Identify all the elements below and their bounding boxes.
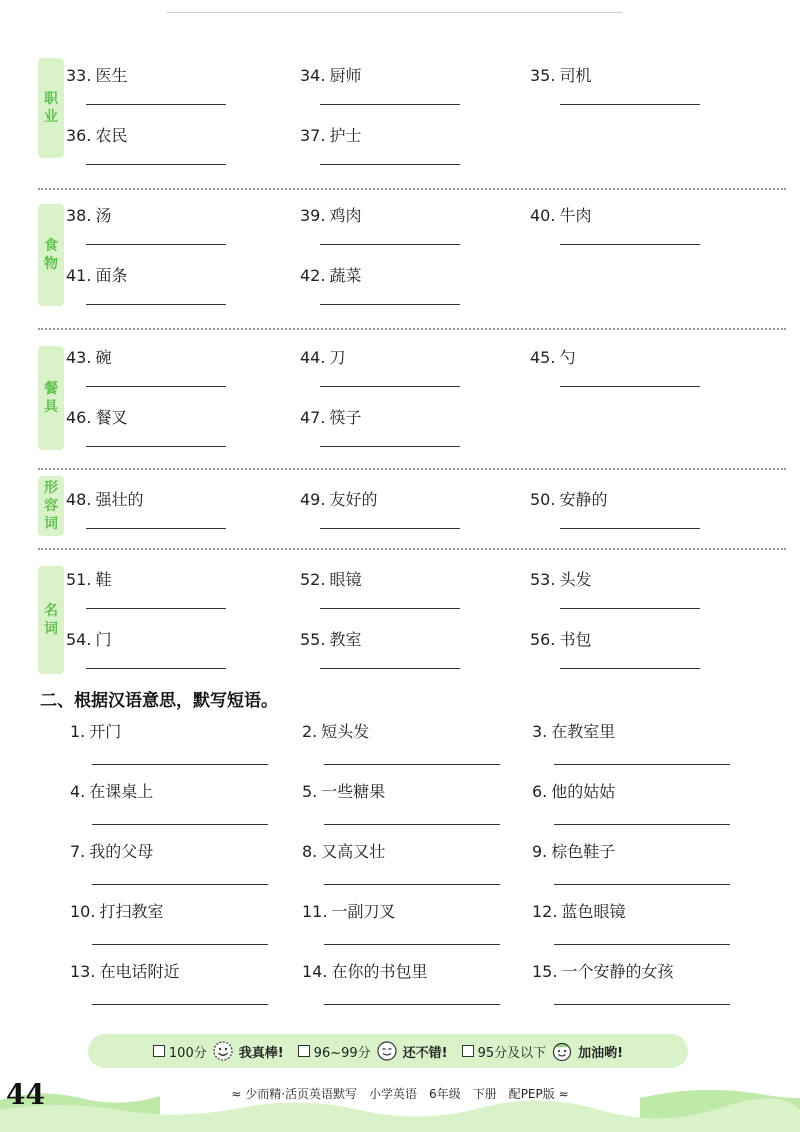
score-praise: 还不错!	[402, 1045, 448, 1061]
phrase-item	[532, 842, 762, 902]
vocab-item-number: 49.	[300, 490, 326, 509]
answer-blank[interactable]	[554, 884, 730, 885]
vocab-item-chinese: 刀	[329, 348, 346, 367]
vocab-item-chinese: 勺	[559, 348, 576, 367]
vocab-item-chinese: 强壮的	[95, 490, 144, 509]
vocab-item-chinese: 厨师	[329, 66, 362, 85]
score-range: 100分	[168, 1045, 207, 1061]
vocab-item-chinese: 书包	[559, 630, 592, 649]
top-rule	[166, 12, 622, 13]
phrase-item-label	[532, 722, 615, 742]
phrase-item	[70, 962, 300, 1022]
phrase-item-label	[70, 842, 153, 862]
phrase-item-number: 14.	[302, 962, 328, 981]
category-tag	[38, 204, 64, 306]
category-tag-label: 职业	[44, 91, 58, 125]
answer-blank[interactable]	[320, 304, 460, 305]
phrase-item-label	[302, 902, 395, 922]
vocab-item-chinese: 蔬菜	[329, 266, 362, 285]
category-tag	[38, 346, 64, 450]
answer-blank[interactable]	[320, 244, 460, 245]
vocab-item	[300, 490, 520, 550]
vocab-item-chinese: 农民	[95, 126, 128, 145]
vocab-item-label	[66, 348, 111, 368]
vocab-item	[66, 630, 286, 690]
category-tag	[38, 58, 64, 158]
answer-blank[interactable]	[324, 824, 500, 825]
vocab-item-label	[530, 66, 591, 86]
phrase-item-number: 4.	[70, 782, 86, 801]
answer-blank[interactable]	[554, 1004, 730, 1005]
vocab-item-chinese: 头发	[559, 570, 592, 589]
answer-blank[interactable]	[320, 104, 460, 105]
score-praise: 我真棒!	[238, 1045, 284, 1061]
vocab-item-label	[530, 570, 591, 590]
phrase-item-number: 7.	[70, 842, 86, 861]
phrase-item-number: 2.	[302, 722, 318, 741]
vocab-item	[66, 126, 286, 186]
answer-blank[interactable]	[92, 1004, 268, 1005]
vocab-item-label	[300, 206, 361, 226]
vocab-item-number: 47.	[300, 408, 326, 427]
score-option[interactable]	[462, 1040, 623, 1062]
answer-blank[interactable]	[320, 668, 460, 669]
vocab-item	[530, 630, 750, 690]
vocab-item-label	[66, 490, 143, 510]
vocab-item	[530, 348, 750, 408]
vocab-item	[66, 266, 286, 326]
phrase-item-label	[302, 722, 369, 742]
phrase-item-number: 15.	[532, 962, 558, 981]
vocab-item-number: 51.	[66, 570, 92, 589]
vocab-item-label	[300, 408, 361, 428]
phrase-item	[70, 902, 300, 962]
phrase-item	[302, 962, 532, 1022]
phrase-item-number: 9.	[532, 842, 548, 861]
answer-blank[interactable]	[560, 668, 700, 669]
vocab-item	[66, 408, 286, 468]
phrase-item-number: 13.	[70, 962, 96, 981]
category-tag	[38, 476, 64, 536]
vocab-item	[300, 126, 520, 186]
phrase-item-number: 12.	[532, 902, 558, 921]
vocab-item-label	[66, 570, 111, 590]
vocab-item	[66, 570, 286, 630]
answer-blank[interactable]	[560, 386, 700, 387]
cheer-face-icon	[550, 1040, 574, 1062]
vocab-item-number: 39.	[300, 206, 326, 225]
answer-blank[interactable]	[560, 528, 700, 529]
answer-blank[interactable]	[560, 244, 700, 245]
category-tag-label: 食物	[44, 238, 58, 272]
score-bar	[88, 1034, 688, 1068]
vocab-item-number: 44.	[300, 348, 326, 367]
vocab-item	[530, 490, 750, 550]
vocab-item-label	[300, 630, 361, 650]
happy-face-icon	[211, 1040, 235, 1062]
phrase-item-chinese: 我的父母	[89, 842, 154, 861]
vocab-item-chinese: 鞋	[95, 570, 112, 589]
vocab-item-number: 37.	[300, 126, 326, 145]
vocab-item-chinese: 安静的	[559, 490, 608, 509]
vocab-item-number: 54.	[66, 630, 92, 649]
phrase-item-chinese: 在你的书包里	[331, 962, 428, 981]
vocab-item-chinese: 碗	[95, 348, 112, 367]
answer-blank[interactable]	[324, 764, 500, 765]
phrase-item-label	[532, 902, 625, 922]
answer-blank[interactable]	[324, 1004, 500, 1005]
score-checkbox[interactable]	[462, 1045, 474, 1057]
category-divider	[38, 188, 786, 190]
footer-text: ≈ 少而精·活页英语默写 小学英语 6年级 下册 配PEP版 ≈	[231, 1087, 569, 1101]
vocab-item-label	[66, 66, 127, 86]
phrase-item-chinese: 在教室里	[551, 722, 616, 741]
phrase-item-chinese: 在课桌上	[89, 782, 154, 801]
phrase-item-label	[532, 842, 615, 862]
phrase-item	[302, 782, 532, 842]
vocab-item-number: 34.	[300, 66, 326, 85]
answer-blank[interactable]	[320, 386, 460, 387]
phrase-item-chinese: 一个安静的女孩	[561, 962, 674, 981]
phrase-item	[532, 722, 762, 782]
vocab-item-label	[300, 266, 361, 286]
vocab-item	[66, 490, 286, 550]
smile-face-icon	[375, 1040, 399, 1062]
vocab-item-number: 41.	[66, 266, 92, 285]
answer-blank[interactable]	[320, 528, 460, 529]
answer-blank[interactable]	[92, 944, 268, 945]
phrase-item-number: 6.	[532, 782, 548, 801]
answer-blank[interactable]	[320, 164, 460, 165]
vocab-item-number: 45.	[530, 348, 556, 367]
vocab-item-chinese: 汤	[95, 206, 112, 225]
phrase-item-chinese: 他的姑姑	[551, 782, 616, 801]
vocab-item-chinese: 教室	[329, 630, 362, 649]
vocab-item-chinese: 餐叉	[95, 408, 128, 427]
vocab-item-number: 52.	[300, 570, 326, 589]
category-divider	[38, 328, 786, 330]
vocab-item-chinese: 门	[95, 630, 112, 649]
answer-blank[interactable]	[86, 446, 226, 447]
phrase-item-number: 3.	[532, 722, 548, 741]
phrase-item-chinese: 一副刀叉	[331, 902, 396, 921]
phrase-item-label	[302, 842, 385, 862]
vocab-item-label	[66, 206, 111, 226]
vocab-item-number: 35.	[530, 66, 556, 85]
vocab-item-number: 55.	[300, 630, 326, 649]
score-option[interactable]	[298, 1040, 448, 1062]
vocab-item-chinese: 鸡肉	[329, 206, 362, 225]
vocab-item-label	[300, 126, 361, 146]
vocab-item	[530, 570, 750, 630]
phrase-item	[302, 722, 532, 782]
vocab-item-chinese: 面条	[95, 266, 128, 285]
vocab-item-label	[530, 630, 591, 650]
category-tag-label: 形容词	[44, 480, 58, 532]
vocab-item-label	[66, 126, 127, 146]
vocab-item-number: 56.	[530, 630, 556, 649]
vocab-item-chinese: 医生	[95, 66, 128, 85]
answer-blank[interactable]	[86, 304, 226, 305]
vocab-item-number: 46.	[66, 408, 92, 427]
phrase-item-chinese: 短头发	[321, 722, 370, 741]
category-tag	[38, 566, 64, 674]
score-checkbox[interactable]	[298, 1045, 310, 1057]
phrase-item-label	[70, 722, 121, 742]
phrase-item	[532, 902, 762, 962]
vocab-item-number: 53.	[530, 570, 556, 589]
answer-blank[interactable]	[320, 608, 460, 609]
phrase-item-label	[302, 962, 427, 982]
answer-blank[interactable]	[560, 608, 700, 609]
vocab-item	[300, 348, 520, 408]
answer-blank[interactable]	[86, 104, 226, 105]
answer-blank[interactable]	[86, 244, 226, 245]
vocab-item-label	[300, 490, 377, 510]
answer-blank[interactable]	[86, 608, 226, 609]
vocab-item-label	[530, 490, 607, 510]
phrase-item-label	[70, 782, 153, 802]
phrase-item-chinese: 开门	[89, 722, 122, 741]
answer-blank[interactable]	[320, 446, 460, 447]
answer-blank[interactable]	[86, 528, 226, 529]
vocab-item-number: 48.	[66, 490, 92, 509]
vocab-item	[300, 570, 520, 630]
phrase-item	[532, 782, 762, 842]
answer-blank[interactable]	[92, 824, 268, 825]
answer-blank[interactable]	[324, 884, 500, 885]
answer-blank[interactable]	[554, 764, 730, 765]
category-divider	[38, 468, 786, 470]
phrase-item-label	[532, 782, 615, 802]
vocab-item	[66, 66, 286, 126]
phrase-item-label	[532, 962, 673, 982]
vocab-item	[300, 630, 520, 690]
answer-blank[interactable]	[324, 944, 500, 945]
vocab-item-number: 33.	[66, 66, 92, 85]
vocab-item-chinese: 筷子	[329, 408, 362, 427]
answer-blank[interactable]	[554, 944, 730, 945]
phrase-item-number: 5.	[302, 782, 318, 801]
vocab-item	[300, 66, 520, 126]
vocab-item-chinese: 眼镜	[329, 570, 362, 589]
vocab-item-label	[300, 66, 361, 86]
score-range: 95分及以下	[477, 1045, 547, 1061]
phrase-item-label	[70, 902, 163, 922]
answer-blank[interactable]	[86, 668, 226, 669]
vocab-item	[300, 408, 520, 468]
phrase-item-chinese: 棕色鞋子	[551, 842, 616, 861]
phrase-item	[302, 842, 532, 902]
phrase-item-number: 10.	[70, 902, 96, 921]
page-number: 44	[6, 1078, 45, 1111]
score-option[interactable]	[153, 1040, 284, 1062]
vocab-item-number: 40.	[530, 206, 556, 225]
answer-blank[interactable]	[86, 164, 226, 165]
category-tag-label: 餐具	[44, 381, 58, 415]
phrase-item-label	[302, 782, 385, 802]
phrase-item-chinese: 一些糖果	[321, 782, 386, 801]
phrase-item-number: 11.	[302, 902, 328, 921]
section-two-title: 二、根据汉语意思，默写短语。	[40, 691, 278, 711]
vocab-item	[66, 348, 286, 408]
phrase-item-chinese: 打扫教室	[99, 902, 164, 921]
phrase-item	[70, 842, 300, 902]
score-range: 96~99分	[313, 1045, 371, 1061]
category-tag-label: 名词	[44, 603, 58, 637]
vocab-item-number: 38.	[66, 206, 92, 225]
vocab-item	[300, 266, 520, 326]
answer-blank[interactable]	[560, 104, 700, 105]
vocab-item-label	[300, 348, 345, 368]
vocab-item	[300, 206, 520, 266]
score-checkbox[interactable]	[153, 1045, 165, 1057]
vocab-item-chinese: 牛肉	[559, 206, 592, 225]
phrase-item-label	[70, 962, 179, 982]
phrase-item	[532, 962, 762, 1022]
phrase-item-number: 8.	[302, 842, 318, 861]
phrase-item-chinese: 在电话附近	[99, 962, 180, 981]
vocab-item	[530, 66, 750, 126]
vocab-item-label	[530, 206, 591, 226]
vocab-item-label	[530, 348, 575, 368]
vocab-item	[66, 206, 286, 266]
vocab-item-chinese: 友好的	[329, 490, 378, 509]
category-divider	[38, 548, 786, 550]
vocab-item-number: 43.	[66, 348, 92, 367]
vocab-item-number: 50.	[530, 490, 556, 509]
vocab-item-label	[300, 570, 361, 590]
vocab-item-label	[66, 266, 127, 286]
answer-blank[interactable]	[554, 824, 730, 825]
vocab-item-number: 42.	[300, 266, 326, 285]
vocab-item-label	[66, 630, 111, 650]
phrase-item-number: 1.	[70, 722, 86, 741]
vocab-item-chinese: 护士	[329, 126, 362, 145]
answer-blank[interactable]	[92, 764, 268, 765]
phrase-item	[302, 902, 532, 962]
answer-blank[interactable]	[86, 386, 226, 387]
vocab-item-label	[66, 408, 127, 428]
phrase-item	[70, 782, 300, 842]
answer-blank[interactable]	[92, 884, 268, 885]
phrase-item-chinese: 蓝色眼镜	[561, 902, 626, 921]
vocab-item	[530, 206, 750, 266]
score-praise: 加油哟!	[578, 1045, 624, 1061]
phrase-item-chinese: 又高又壮	[321, 842, 386, 861]
vocab-item-chinese: 司机	[559, 66, 592, 85]
phrase-item	[70, 722, 300, 782]
vocab-item-number: 36.	[66, 126, 92, 145]
